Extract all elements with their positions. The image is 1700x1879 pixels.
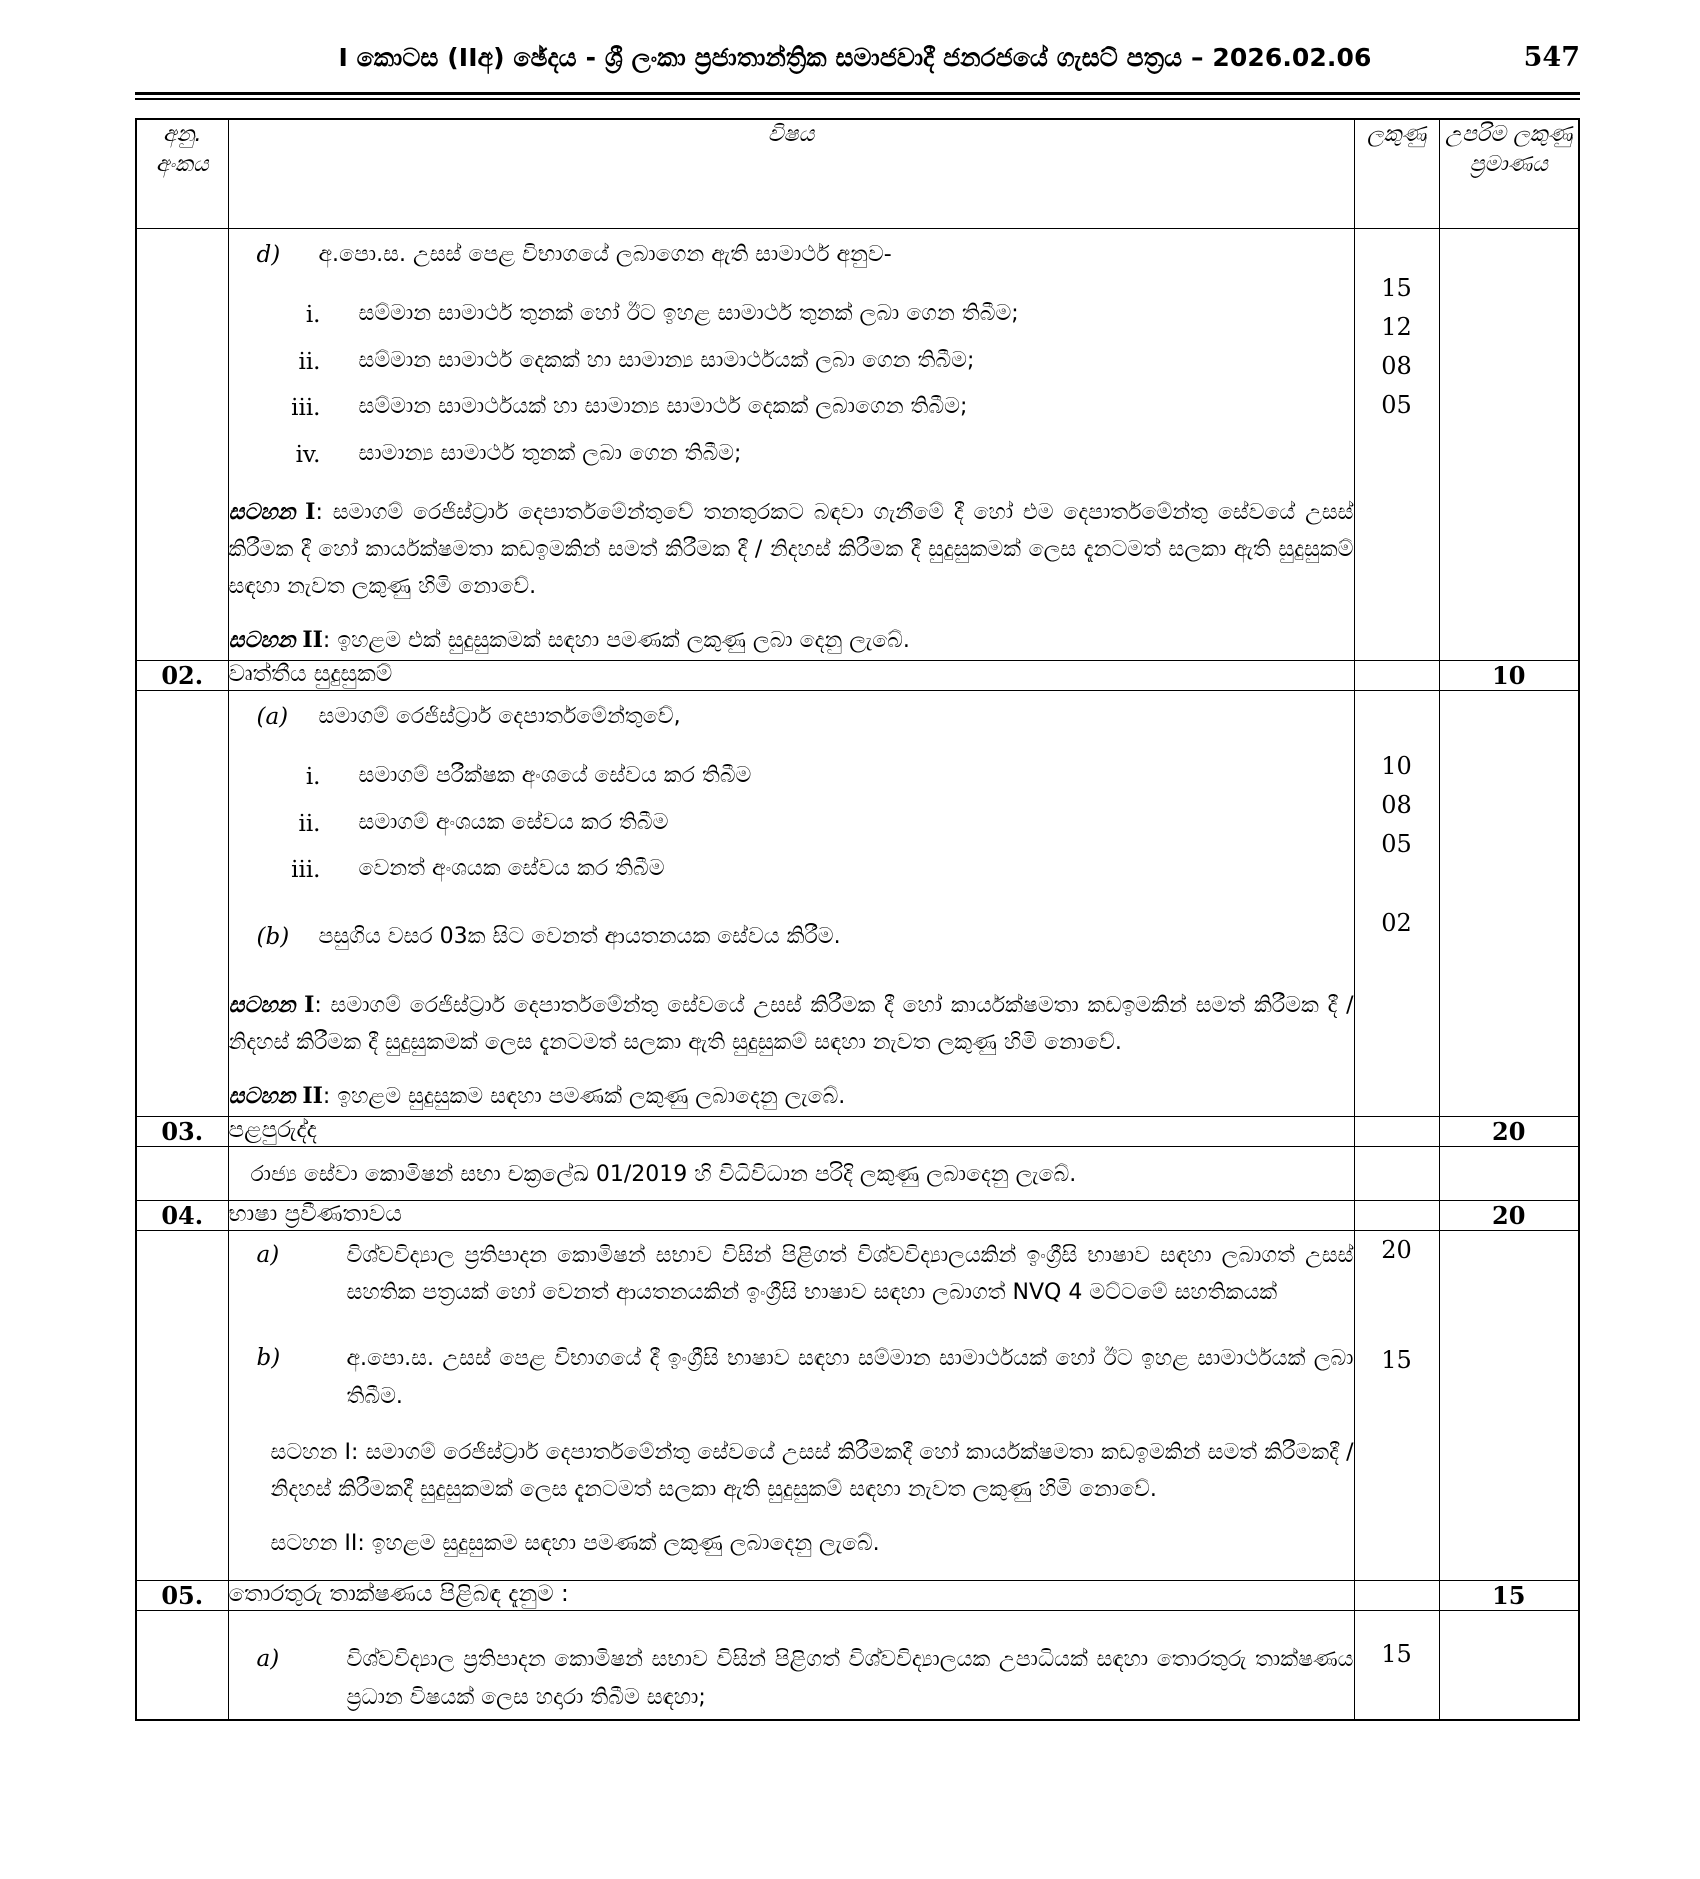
row-subject-04b bbox=[228, 1230, 1354, 1580]
column-header-max-line2: ප්‍රමාණය bbox=[1469, 151, 1548, 177]
table-row-02-title bbox=[136, 660, 1579, 690]
gazette-header-title: I කොටස (IIඅ) ඡේදය - ශ්‍රී ලංකා ප්‍රජාතාන්ත්‍රික සමාජවාදී ජනරජයේ ගැසට් පත්‍රය – 2026.02.06 bbox=[338, 43, 1372, 72]
table-row-05-title bbox=[136, 1581, 1579, 1611]
row-03-body-text: රාජ්‍ය සේවා කොමිෂන් සභා චක්‍රලේඛ 01/2019 හි විධිවිධාන පරිදි ලකුණු ලබාදෙනු ලැබේ. bbox=[250, 1161, 1077, 1187]
column-header-max-marks bbox=[1439, 119, 1579, 229]
marks-value: 12 bbox=[1381, 312, 1412, 341]
note-text: : සමාගම් රෙජිස්ට්‍රාර් දෙපාර්තමේන්තු සේවයේ උසස් කිරීමක දී හෝ කාර්යක්ෂමතා කඩඉමකින් සමත් කිරීමක දී / නිදහස් කිරීමක දී සුදුසුකමක් ලෙස දැනටමත් සලකා ඇති සුදුසුකම් සඳහා නැවත ලකුණු හිමි නොවේ. bbox=[228, 992, 1354, 1055]
row-number-02: 02. bbox=[136, 660, 228, 690]
lettered-marker-04-b: b) bbox=[256, 1345, 281, 1372]
marks-value: 20 bbox=[1381, 1235, 1412, 1264]
list-item bbox=[229, 754, 1354, 800]
note-numeral: II bbox=[302, 1082, 323, 1109]
row-marks-02b bbox=[1354, 690, 1439, 1116]
column-header-no-line1: අනු. bbox=[163, 122, 202, 147]
lead-item-02-a bbox=[229, 691, 1354, 740]
list-item bbox=[229, 339, 1354, 385]
list-item-numeral: i. bbox=[305, 764, 321, 791]
row-max-blank-continued bbox=[1439, 229, 1579, 661]
list-item bbox=[229, 801, 1354, 847]
lead-text-d: අ.පො.ස. උසස් පෙළ විභාගයේ ලබාගෙන ඇති සාමාර්ථ අනුව- bbox=[318, 242, 892, 267]
list-item-numeral: i. bbox=[305, 302, 321, 329]
note-text: : ඉහළම සුදුසුකම සඳහා පමණක් ලකුණු ලබාදෙනු ලැබේ. bbox=[357, 1530, 880, 1556]
table-row-03-body bbox=[136, 1146, 1579, 1200]
row-marks-blank-02 bbox=[1354, 660, 1439, 690]
row-marks-blank-05 bbox=[1354, 1581, 1439, 1611]
column-header-max-line1: උපරිම ලකුණු bbox=[1445, 122, 1573, 147]
row-no-blank-02b bbox=[136, 690, 228, 1116]
note-2-continued bbox=[229, 622, 1354, 660]
note-1-row-02 bbox=[229, 987, 1354, 1062]
row-subject-05b bbox=[228, 1611, 1354, 1720]
note-text: : ඉහළම එක් සුදුසුකමක් සඳහා පමණක් ලකුණු ලබා දෙනු ලැබේ. bbox=[322, 627, 910, 653]
row-marks-blank-03b bbox=[1354, 1146, 1439, 1200]
row-subject-02b bbox=[228, 690, 1354, 1116]
lettered-marker-05-a: a) bbox=[256, 1646, 280, 1673]
roman-list-02 bbox=[229, 754, 1354, 893]
lettered-text-04-b: අ.පො.ස. උසස් පෙළ විභාගයේ දී ඉංග්‍රීසි භාෂාව සඳහා සම්මාන සාමාර්ථයක් හෝ ඊට ඉහළ සාමාර්ථයක් ලබා තිබීම. bbox=[346, 1346, 1354, 1410]
note-1-continued bbox=[229, 494, 1354, 606]
roman-list-d bbox=[229, 292, 1354, 478]
column-header-no-line2: අංකය bbox=[155, 151, 209, 177]
row-no-blank-04b bbox=[136, 1230, 228, 1580]
row-subject-continued bbox=[228, 229, 1354, 661]
row-number-05: 05. bbox=[136, 1581, 228, 1611]
table-row-04-title bbox=[136, 1200, 1579, 1230]
list-item-numeral: iii. bbox=[291, 857, 321, 884]
list-item-text: සම්මාන සාමාර්ථයක් හා සාමාන්‍ය සාමාර්ථ දෙකක් ලබාගෙන තිබීම; bbox=[358, 394, 968, 420]
note-1-row-04 bbox=[229, 1418, 1354, 1509]
table-row-05-body bbox=[136, 1611, 1579, 1720]
lead-item-d bbox=[229, 229, 1354, 278]
note-numeral: I bbox=[305, 499, 316, 526]
list-item bbox=[229, 847, 1354, 893]
lettered-item-05-a bbox=[229, 1611, 1354, 1719]
table-row-continued-d bbox=[136, 229, 1579, 661]
note-text: : සමාගම් රෙජිස්ට්‍රාර් දෙපාර්තමේන්තු සේවයේ උසස් කිරීමකදී හෝ කාර්යක්ෂමතා කඩඉමකින් සමත් කිරීමකදී / නිදහස් කිරීමකදී සුදුසුකමක් ලෙස දැනටමත් සලකා ඇති සුදුසුකම් සඳහා නැවත ලකුණු හිමි නොවේ. bbox=[270, 1439, 1354, 1503]
list-item-numeral: iii. bbox=[291, 395, 321, 422]
lead-marker-d: d) bbox=[256, 242, 281, 268]
marks-value: 08 bbox=[1381, 790, 1412, 819]
row-subject-03b bbox=[228, 1146, 1354, 1200]
row-title-02: වෘත්තීය සුදුසුකම් bbox=[228, 660, 1354, 690]
note-label: සටහන bbox=[228, 627, 296, 653]
row-title-05: තොරතුරු තාක්ෂණය පිළිබඳ දැනුම : bbox=[228, 1581, 1354, 1611]
lettered-marker-04-a: a) bbox=[256, 1241, 280, 1268]
row-marks-continued bbox=[1354, 229, 1439, 661]
marks-value: 10 bbox=[1381, 751, 1412, 780]
marks-value: 08 bbox=[1381, 351, 1412, 380]
note-numeral: I bbox=[344, 1439, 351, 1465]
lead-text-02-b: පසුගිය වසර 03ක සිට වෙනත් ආයතනයක සේවය කිරීම. bbox=[318, 924, 841, 950]
row-max-blank-05b bbox=[1439, 1611, 1579, 1720]
column-header-no bbox=[136, 119, 228, 229]
column-header-subject: විෂය bbox=[228, 119, 1354, 229]
note-text: : සමාගම් රෙජිස්ට්‍රාර් දෙපාර්තමේන්තුවේ තනතුරකට බඳවා ගැනීමේ දී හෝ එම දෙපාර්තමේන්තු සේවයේ උසස් කිරීමක දී හෝ කාර්යක්ෂමතා කඩඉමකින් සමත් කිරීමක දී / නිදහස් කිරීමක දී සුදුසුකමක් ලෙස දැනටමත් සලකා ඇති සුදුසුකම් සඳහා නැවත ලකුණු හිමි නොවේ. bbox=[228, 500, 1354, 599]
row-number-04: 04. bbox=[136, 1200, 228, 1230]
note-numeral: II bbox=[344, 1530, 358, 1556]
row-title-04: භාෂා ප්‍රවීණතාවය bbox=[228, 1200, 1354, 1230]
page-running-header bbox=[135, 42, 1580, 88]
list-item bbox=[229, 292, 1354, 338]
list-item bbox=[229, 385, 1354, 431]
row-no-blank-continued bbox=[136, 229, 228, 661]
marking-scheme-table bbox=[135, 118, 1580, 1721]
note-label: සටහන bbox=[228, 1083, 296, 1109]
list-item-numeral: ii. bbox=[298, 810, 321, 837]
lead-item-02-b bbox=[229, 897, 1354, 960]
list-item bbox=[229, 432, 1354, 478]
note-label: සටහන bbox=[228, 992, 296, 1018]
table-header-row bbox=[136, 119, 1579, 229]
marks-value: 05 bbox=[1381, 829, 1412, 858]
note-label: සටහන bbox=[228, 500, 296, 526]
note-label: සටහන bbox=[270, 1530, 338, 1556]
row-max-blank-04b bbox=[1439, 1230, 1579, 1580]
row-max-04: 20 bbox=[1439, 1200, 1579, 1230]
row-max-03: 20 bbox=[1439, 1116, 1579, 1146]
row-marks-05b bbox=[1354, 1611, 1439, 1720]
row-marks-blank-03 bbox=[1354, 1116, 1439, 1146]
row-marks-04b bbox=[1354, 1230, 1439, 1580]
lettered-text-05-a: විශ්වවිද්‍යාල ප්‍රතිපාදන කොමිෂන් සභාව විසින් පිළිගත් විශ්වවිද්‍යාලයක උපාධියක් සඳහා තොරතුරු තාක්ෂණය ප්‍රධාන විෂයක් ලෙස හදාරා තිබීම සඳහා; bbox=[346, 1647, 1354, 1710]
page-number: 547 bbox=[1523, 42, 1580, 73]
lead-text-02-a: සමාගම් රෙජිස්ට්‍රාර් දෙපාර්තමේන්තුවේ, bbox=[318, 703, 681, 729]
row-number-03: 03. bbox=[136, 1116, 228, 1146]
row-max-05: 15 bbox=[1439, 1581, 1579, 1611]
lettered-item-04-a bbox=[229, 1231, 1354, 1315]
note-2-row-02 bbox=[229, 1078, 1354, 1116]
note-label: සටහන bbox=[270, 1439, 338, 1465]
list-item-text: සම්මාන සාමාර්ථ තුනක් හෝ ඊට ඉහළ සාමාර්ථ තුනක් ලබා ගෙන තිබීම; bbox=[358, 301, 1019, 327]
list-item-text: සාමාන්‍ය සාමාර්ථ තුනක් ලබා ගෙන තිබීම; bbox=[358, 440, 742, 466]
marks-value: 15 bbox=[1381, 1346, 1412, 1375]
note-numeral: II bbox=[302, 626, 323, 653]
table-row-03-title bbox=[136, 1116, 1579, 1146]
lettered-text-04-a: විශ්වවිද්‍යාල ප්‍රතිපාදන කොමිෂන් සභාව විසින් පිළිගත් විශ්වවිද්‍යාලයකින් ඉංග්‍රීසි භාෂාව සඳහා ලබාගත් උසස් සහතික පත්‍රයක් හෝ වෙනත් ආයතනයකින් ඉංග්‍රීසි භාෂාව සඳහා ලබාගත් NVQ 4 මට්ටමේ සහතිකයක් bbox=[346, 1242, 1354, 1306]
row-marks-blank-04 bbox=[1354, 1200, 1439, 1230]
note-text: : ඉහළම සුදුසුකම සඳහා පමණක් ලකුණු ලබාදෙනු ලැබේ. bbox=[322, 1083, 846, 1109]
marks-value: 02 bbox=[1381, 908, 1412, 937]
lead-marker-02-b: (b) bbox=[256, 924, 290, 951]
row-title-03: පළපුරුද්ද bbox=[228, 1116, 1354, 1146]
header-divider-rule bbox=[135, 92, 1580, 100]
note-numeral: I bbox=[304, 991, 315, 1018]
row-max-blank-03b bbox=[1439, 1146, 1579, 1200]
list-item-text: සමාගම් පරීක්ෂක අංශයේ සේවය කර තිබීම bbox=[358, 763, 752, 789]
note-2-row-04 bbox=[229, 1509, 1354, 1580]
list-item-text: වෙනත් අංශයක සේවය කර තිබීම bbox=[358, 856, 665, 882]
marks-value: 15 bbox=[1381, 274, 1412, 302]
list-item-numeral: iv. bbox=[295, 441, 321, 468]
row-max-02: 10 bbox=[1439, 660, 1579, 690]
row-max-blank-02b bbox=[1439, 690, 1579, 1116]
list-item-numeral: ii. bbox=[298, 348, 321, 375]
table-row-04-body bbox=[136, 1230, 1579, 1580]
lettered-item-04-b bbox=[229, 1314, 1354, 1418]
column-header-marks: ලකුණු bbox=[1354, 119, 1439, 229]
marks-value: 05 bbox=[1381, 390, 1412, 419]
list-item-text: සමාගම් අංශයක සේවය කර තිබීම bbox=[358, 809, 669, 835]
row-no-blank-05b bbox=[136, 1611, 228, 1720]
list-item-text: සම්මාන සාමාර්ථ දෙකක් හා සාමාන්‍ය සාමාර්ථයක් ලබා ගෙන තිබීම; bbox=[358, 347, 975, 373]
table-row-02-body bbox=[136, 690, 1579, 1116]
row-no-blank-03b bbox=[136, 1146, 228, 1200]
marks-value: 15 bbox=[1381, 1640, 1412, 1669]
lead-marker-02-a: (a) bbox=[256, 703, 289, 730]
